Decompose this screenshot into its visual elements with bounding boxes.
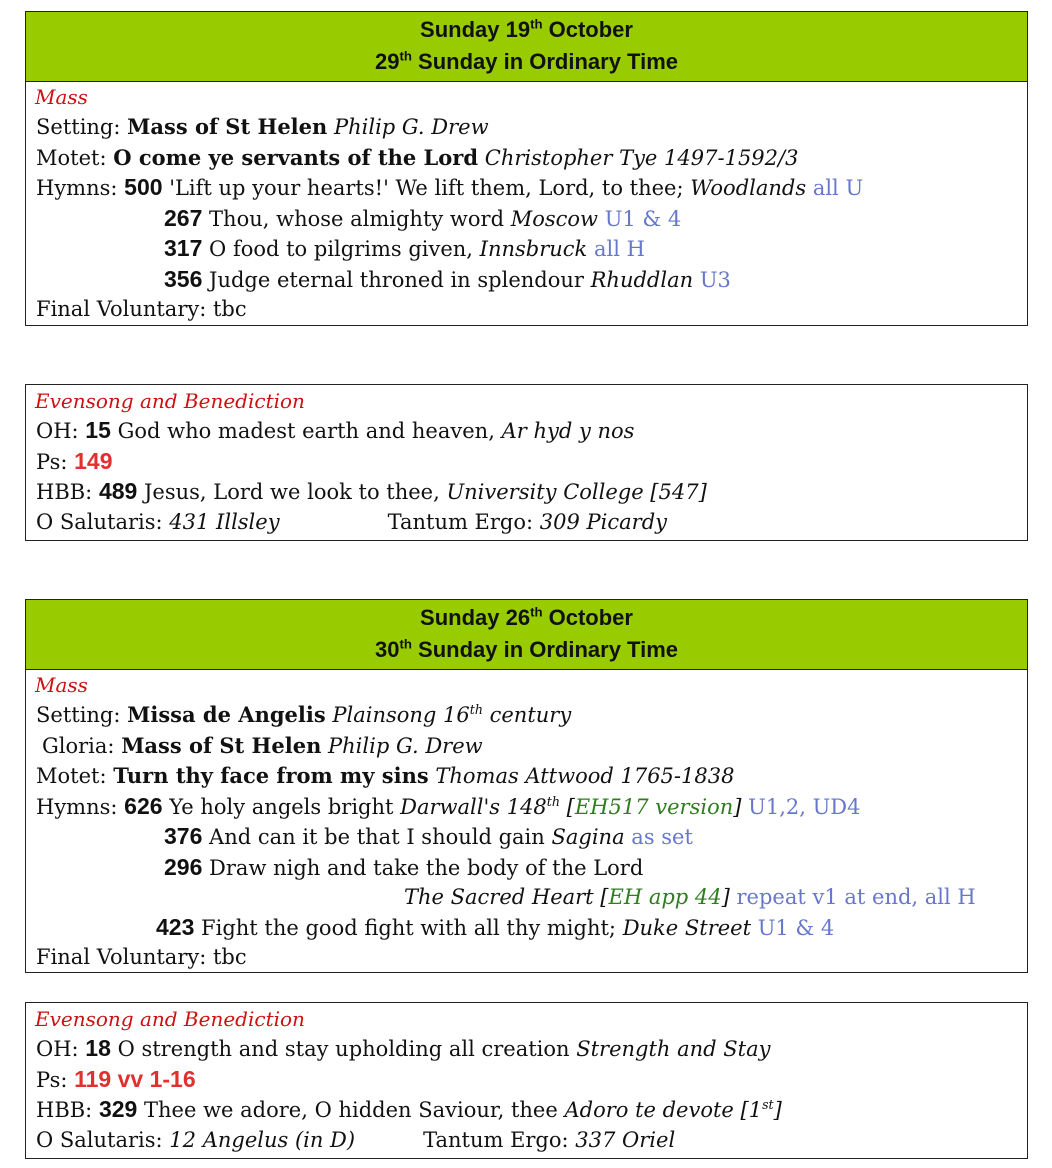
hymn-line: 296 Draw nigh and take the body of the Lord (164, 853, 644, 880)
feast-title: 29th Sunday in Ordinary Time (374, 48, 679, 74)
date-title: Sunday 26th October (420, 604, 633, 630)
motet-line: Motet: O come ye servants of the Lord Christopher Tye 1497-1592/3 (36, 144, 799, 170)
evensong-box-week2 (25, 1002, 1028, 1159)
hbb-line: HBB: 489 Jesus, Lord we look to thee, University College [547] (36, 478, 707, 504)
benediction-line: O Salutaris: 431 Illsley Tantum Ergo: 309 Picardy (36, 509, 668, 534)
section-heading-evensong: Evensong and Benediction (35, 1007, 305, 1031)
setting-line: Setting: Missa de Angelis Plainsong 16th century (36, 702, 572, 727)
motet-line: Motet: Turn thy face from my sins Thomas Attwood 1765-1838 (36, 763, 735, 788)
feast-title: 30th Sunday in Ordinary Time (374, 636, 679, 662)
hymn-line: Hymns: 626 Ye holy angels bright Darwall's 148th [EH517 version] U1,2, UD4 (36, 792, 861, 819)
benediction-line: O Salutaris: 12 Angelus (in D) Tantum Ergo: 337 Oriel (36, 1127, 676, 1152)
hymn-line: 376 And can it be that I should gain Sagina as set (164, 823, 693, 849)
hymn-line: 356 Judge eternal throned in splendour Rhuddlan U3 (164, 265, 731, 292)
date-title: Sunday 19th October (420, 16, 633, 42)
mass-box-week2 (25, 599, 1028, 973)
voluntary-line: Final Voluntary: tbc (36, 297, 247, 321)
date-header-week2 (26, 600, 1027, 670)
hymn-line: 317 O food to pilgrims given, Innsbruck all H (164, 235, 645, 261)
psalm-line: Ps: 119 vv 1-16 (36, 1065, 196, 1092)
hymn-line: 267 Thou, whose almighty word Moscow U1 & 4 (164, 204, 682, 231)
mass-box-week1 (25, 11, 1028, 326)
date-header-week1 (26, 12, 1027, 82)
section-heading-evensong: Evensong and Benediction (35, 389, 305, 413)
office-hymn-line: OH: 15 God who madest earth and heaven, Ar hyd y nos (36, 417, 635, 443)
hbb-line: HBB: 329 Thee we adore, O hidden Saviour, thee Adoro te devote [1st] (36, 1096, 782, 1122)
hymn-line: 423 Fight the good fight with all thy might; Duke Street U1 & 4 (156, 913, 835, 940)
evensong-box-week1 (25, 384, 1028, 541)
section-heading-mass: Mass (35, 673, 88, 697)
hymn-line: Hymns: 500 'Lift up your hearts!' We lift them, Lord, to thee; Woodlands all U (36, 174, 864, 200)
section-heading-mass: Mass (35, 85, 88, 109)
psalm-line: Ps: 149 (36, 447, 113, 474)
voluntary-line: Final Voluntary: tbc (36, 945, 247, 969)
setting-line: Setting: Mass of St Helen Philip G. Drew (36, 114, 489, 139)
hymn-tune-line: The Sacred Heart [EH app 44] repeat v1 at end, all H (404, 885, 976, 909)
office-hymn-line: OH: 18 O strength and stay upholding all creation Strength and Stay (36, 1035, 771, 1061)
gloria-line: Gloria: Mass of St Helen Philip G. Drew (42, 732, 483, 758)
